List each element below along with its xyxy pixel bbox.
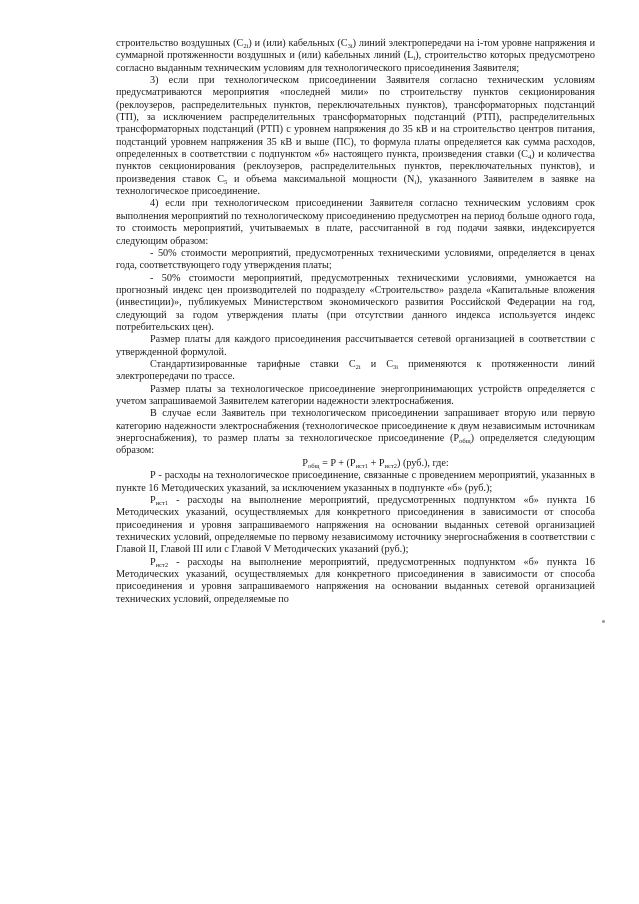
paragraph-2 xyxy=(116,198,595,247)
paragraph-4 xyxy=(116,273,595,335)
document-body xyxy=(116,38,595,458)
text-run: ) и количества пунктов секционирования (реклоузеров, распределительных пунктов, переключательных пунктов), и произведения ставок C xyxy=(116,149,596,185)
subscript: ист2 xyxy=(155,561,169,569)
text-run: - 50% стоимости мероприятий, предусмотренных техническими условиями, определяется в ценах года, соответствующего году утверждения платы; xyxy=(116,247,595,272)
text-run: ), указанного Заявителем в заявке на технологическое присоединение. xyxy=(116,173,595,198)
text-run: ) и (или) кабельных (C xyxy=(248,38,348,49)
subscript: 5 xyxy=(224,178,228,186)
text-run: ) определяется следующим образом: xyxy=(116,433,595,457)
subscript: 2i xyxy=(243,43,249,50)
text-run: - 50% стоимости мероприятий, предусмотренных техническими условиями, умножается на прогнозный индекс цен производителей по подразделу «Строительство» раздела «Капитальные вложения (инвестиции)», публикуемых Министерством экономического развития Российской Федерации на год, следующий за годом утверждения платы (при отсутствии данного индекса используется индекс потребительских цен). xyxy=(116,272,595,333)
paragraph-3 xyxy=(116,248,595,273)
text-run: ) линий электропередачи на i-том уровне напряжения и суммарной протяженности воздушных и (или) кабельных линий (L xyxy=(116,38,596,62)
text-run: - расходы на выполнение мероприятий, предусмотренных подпунктом «б» пункта 16 Методических указаний, осуществляемых для конкретного присоединения в зависимости от способа присоединения и уровня запрашиваемого напряжения на основании выданных сетевой организацией технических условий, определяемые по xyxy=(116,556,595,605)
text-run: Размер платы для каждого присоединения рассчитывается сетевой организацией в соответствии с утвержденной формулой. xyxy=(116,334,595,358)
text-run: строительство воздушных (C xyxy=(116,38,244,49)
subscript: общ xyxy=(459,438,471,445)
text-run: P xyxy=(150,556,156,568)
text-run: - расходы на выполнение мероприятий, предусмотренных подпунктом «б» пункта 16 Методических указаний, осуществляемых для конкретного присоединения в зависимости от способа присоединения и уровня запрашиваемого напряжения на основании выданных сетевой организацией технических условий, определяемые по первому независимому источнику энергоснабжения в соответствии с Главой II, Главой III или с Главой V Методических указаний (руб.); xyxy=(116,494,595,556)
text-run: и объема максимальной мощности (N xyxy=(227,173,415,185)
paragraph-6 xyxy=(116,359,595,384)
text-run: применяются к протяженности линий электропередачи по трассе. xyxy=(116,358,595,383)
subscript: i xyxy=(414,178,417,186)
scan-speck xyxy=(602,620,605,623)
text-run: Размер платы за технологическое присоединение энергопринимающих устройств определяется с учетом запрашиваемой Заявителем категории надежности электроснабжения. xyxy=(116,383,595,407)
text-run: P xyxy=(150,494,156,506)
formula-total-fee xyxy=(116,458,595,471)
subscript: 3i xyxy=(393,363,399,371)
paragraph-0 xyxy=(116,38,595,75)
subscript: ист1 xyxy=(355,462,369,470)
definition-2 xyxy=(116,557,595,606)
text-run: ) (руб.), где: xyxy=(397,457,449,469)
paragraph-5 xyxy=(116,334,595,359)
text-run: В случае если Заявитель при технологическом присоединении запрашивает вторую или первую категорию надежности электроснабжения (технологическое присоединение к двум независимым источникам энергоснабжения), то размер платы за технологическое присоединение (P xyxy=(116,408,595,444)
subscript: ист2 xyxy=(384,462,398,470)
text-run: = P + (P xyxy=(319,457,356,469)
text-run: 4) если при технологическом присоединении Заявителя согласно техническим условиям срок выполнения мероприятий по технологическому присоединению предусмотрен на период больше одного года, то стоимость мероприятий, учитываемых в плате, рассчитанной в год подачи заявки, индексируется следующим образом: xyxy=(116,198,595,247)
subscript: 4 xyxy=(527,154,532,162)
subscript: i xyxy=(413,55,416,63)
definition-0 xyxy=(116,470,595,495)
definition-1 xyxy=(116,495,595,557)
text-run: 3) если при технологическом присоединении Заявителя согласно техническим условиям предусматриваются мероприятия «последней мили» по строительству пунктов секционирования (реклоузеров, распределительных пунктов, переключательных пунктов), трансформаторных подстанций (ТП), за исключением распределительных трансформаторных подстанций (РТП), распределительных трансформаторных подстанций (РТП) с уровнем напряжения до 35 кВ и на строительство центров питания, подстанций уровнем напряжения 35 кВ и выше (ПС), то формула платы определяется как сумма расходов, определенных в соответствии с подпунктом «б» настоящего пункта, произведения ставки (C xyxy=(116,75,595,161)
text-run: Стандартизированные тарифные ставки C xyxy=(150,358,356,370)
paragraph-1 xyxy=(116,75,595,198)
subscript: 3i xyxy=(347,43,353,50)
text-run: P - расходы на технологическое присоединение, связанные с проведением мероприятий, указанных в пункте 16 Методических указаний, за исключением указанных в подпункте «б» (руб.); xyxy=(116,470,595,494)
definitions-list xyxy=(116,470,595,606)
subscript: ист1 xyxy=(155,499,169,507)
text-run: и C xyxy=(360,358,394,370)
subscript: 2i xyxy=(355,363,361,371)
text-run: P xyxy=(302,457,308,469)
paragraph-7 xyxy=(116,384,595,409)
text-run: + P xyxy=(368,457,385,469)
paragraph-8 xyxy=(116,408,595,457)
subscript: общ xyxy=(307,462,320,470)
text-run: ), строительство которых предусмотрено согласно выданным техническим условиям для технологического присоединения Заявителя; xyxy=(116,50,595,74)
